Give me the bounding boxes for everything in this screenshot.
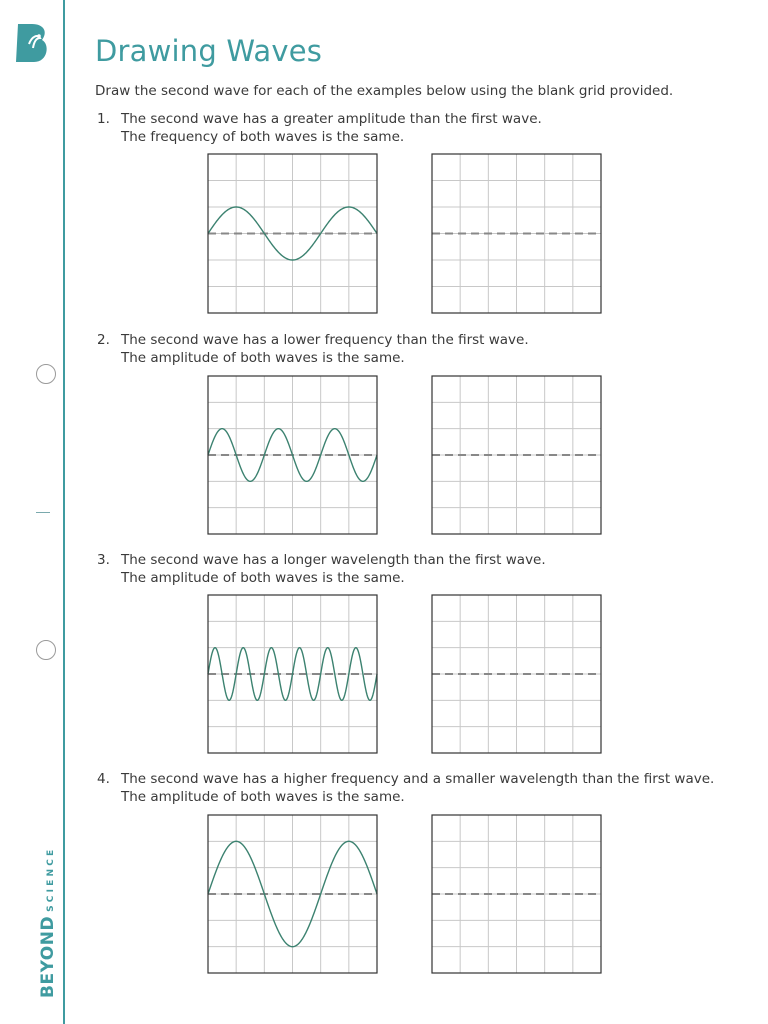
question-line2: The amplitude of both waves is the same. <box>121 789 405 805</box>
question-line2: The amplitude of both waves is the same. <box>121 570 405 586</box>
question-line1: The second wave has a greater amplitude than the first wave. <box>121 111 542 127</box>
question-number: 4. <box>97 771 110 787</box>
answer-grid-4[interactable] <box>432 815 601 973</box>
question-line2: The amplitude of both waves is the same. <box>121 350 405 366</box>
fold-tick <box>36 512 50 513</box>
question-line1: The second wave has a lower frequency than the first wave. <box>121 332 529 348</box>
answer-grid-1[interactable] <box>432 154 601 313</box>
question-3 <box>97 551 546 587</box>
example-wave-grid-1 <box>208 154 377 313</box>
intro-text: Draw the second wave for each of the examples below using the blank grid provided. <box>95 83 674 99</box>
question-4 <box>97 770 714 806</box>
example-wave-grid-3 <box>208 595 377 753</box>
question-2 <box>97 331 529 367</box>
answer-grid-3[interactable] <box>432 595 601 753</box>
question-number: 3. <box>97 552 110 568</box>
example-wave-grid-2 <box>208 376 377 534</box>
margin-line <box>63 0 65 1024</box>
question-line2: The frequency of both waves is the same. <box>121 129 405 145</box>
answer-grid-2[interactable] <box>432 376 601 534</box>
brand-name: BEYOND <box>38 915 58 998</box>
question-number: 2. <box>97 332 110 348</box>
example-wave-grid-4 <box>208 815 377 973</box>
question-number: 1. <box>97 111 110 127</box>
page-title: Drawing Waves <box>95 34 323 68</box>
binder-hole-top <box>36 364 56 384</box>
beyond-logo-icon <box>14 22 52 66</box>
brand-sub: SCIENCE <box>46 846 56 912</box>
binder-hole-bottom <box>36 640 56 660</box>
question-line1: The second wave has a longer wavelength than the first wave. <box>121 552 546 568</box>
question-1 <box>97 110 542 146</box>
brand-vertical <box>38 847 58 998</box>
question-line1: The second wave has a higher frequency and a smaller wavelength than the first wave. <box>121 771 715 787</box>
